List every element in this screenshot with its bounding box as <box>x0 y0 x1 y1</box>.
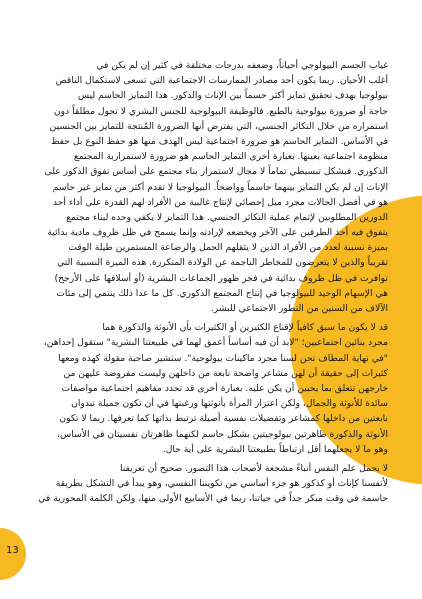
text-line: الدورين المطلوبين لإتمام عملية التكاثر الجنسي. هذا التمايز لا يكفي وحده لبناء مجتمع <box>66 211 388 223</box>
text-line: حاسمة في وقت مبكر جداً في حياتنا، ربما في الأسابيع الأولى منها، ولكن الكلمة المحورية في <box>38 493 388 505</box>
text-line: الإناث إن لم يكن التمايز بينهما حاسماً وواضحاً. البيولوجيا لا تقدم أكثر من تمايز غير حاسم <box>52 181 388 193</box>
text-line: قد لا يكون ما سبق كافياً لإقناع الكثيرين أو الكثيرات بأن الأنوثة والذكورة هما <box>102 322 388 334</box>
text-line: لا يحمل علم النفس أنباءً مشجعة لأصحاب هذا التصور. صحيح أن تعريفنا <box>119 462 388 474</box>
text-line: خارجهن تتعلق بما يحببن أن يكن عليه. بعبارة أخرى قد تحدد مفاهيم اجتماعية مواصفات <box>61 382 388 394</box>
text-line: تقريباً والذين لا يتعرضون للمخاطر الناجمة عن الولادة المتكررة. هذه الميزة النسبية التي <box>57 257 388 269</box>
text-line: توافرت في ظل ظروف بدائية في فجر ظهور الجماعات البشرية (أو أسلافها على الأرجح) <box>54 272 388 284</box>
text-line: كثيرات إلى حقيقة أن لهن مشاعر واضحة نابعة من داخلهن وليست مفروضة عليهن من <box>63 367 388 379</box>
text-line: استمراره من خلال التكاثر الجنسي، التي يفترض أنها الضرورة المُنتجة للتمايز بين الجنسين <box>49 120 388 132</box>
text-line: حاجة أو ضرورة بيولوجية بالطبع. فالوظيفة البيولوجية للجنس البشري لا تحول مطلقاً دون <box>53 105 388 117</box>
text-line: وهو ما لا يجعلهما أقل ارتباطاً بطبيعتنا البشرية على أية حال. <box>162 443 388 455</box>
text-line: الآلاف من السنين من التطور الاجتماعي للبشر. <box>210 303 388 314</box>
text-line: هو في أفضل الحالات مجرد ميل إحصائي لإنتاج غالبية من الأفراد لهم القدرة على أداء أحد <box>52 196 388 208</box>
text-line: مجرد بنائين اجتماعيين؛ "لابد أن فيه أساساً أعمق لهما في طبيعتنا البشرية" ستقول إحداهن، <box>43 337 388 349</box>
text-line: غياب الجسم البيولوجي أحياناً، وضعفه بدرجات مختلفة في كثير إن لم يكن في <box>96 60 388 71</box>
text-line: يتفوق فيه أحد الطرفين على الآخر ويخضعه لإرادته وإنما يسمح في ظل ظروف مادية بدائية <box>47 227 388 239</box>
text-line: الأنوثة والذكورة ظاهرتين بيولوجيتين بشكل حاسم لكنهما ظاهرتان نفسيتان في الأساس، <box>57 428 388 440</box>
text-line: نابعتين من داخلها كمشاعر وتفضيلات نفسية أصيلة ترتبط بذاتها كما تعرفها. ربما لا تكون <box>59 413 388 425</box>
page-number: 13 <box>6 545 19 556</box>
text-line: هي الإسهام الوحيد للبيولوجيا في إنتاج المجتمع الذكوري. كل ما عدا ذلك ينتمي إلى مئات <box>56 287 388 299</box>
paragraph <box>34 58 388 316</box>
body-text <box>34 58 388 506</box>
text-line: أغلب الأحيان. ربما يكون أحد مصادر الممارسات الاجتماعية التي تسعى لاستكمال الناقص <box>55 75 388 87</box>
text-line: بيولوجيا بهدف تحقيق تمايز أكثر حسماً بين الإناث والذكور. هذا التمايز الحاسم ليس <box>77 90 388 102</box>
paragraph <box>34 461 388 507</box>
text-line: سائدة للأنوثة والجمال، ولكن اعتزاز المرأة بأنوثتها ورغبتها في أن تكون جميلة تبدوان <box>71 398 388 410</box>
paragraph <box>34 320 388 457</box>
text-line: في الأساس. التمايز الحاسم هو ضرورة اجتماعية ليس الهدف منها هو حفظ النوع بل حفظ <box>50 135 388 147</box>
text-line: منظومة اجتماعية بعينها. بعبارة أخرى التمايز الحاسم هو ضرورة لاستمرارية المجتمع <box>73 151 388 163</box>
text-line: لأنفسنا كإناث أو كذكور هو جزء أساسي من تكويننا النفسي، وهو يبدأ في التشكل بطريقة <box>55 478 388 490</box>
text-line: "في نهاية المطاف نحن لسنا مجرد ماكينات بيولوجية". ستشير صاحبة مقولة كهذه ومعها <box>58 352 388 364</box>
text-line: الذكوري. فبشكل تبسيطي تماماً لا مجال لاستمرار بناء مجتمع على أساس تفوق الذكور على <box>44 166 388 178</box>
text-line: بميزة نسبية لعدد من الأفراد الذين لا يثقلهم الحمل والرضاعة المستمرين طيلة الوقت <box>68 242 388 254</box>
